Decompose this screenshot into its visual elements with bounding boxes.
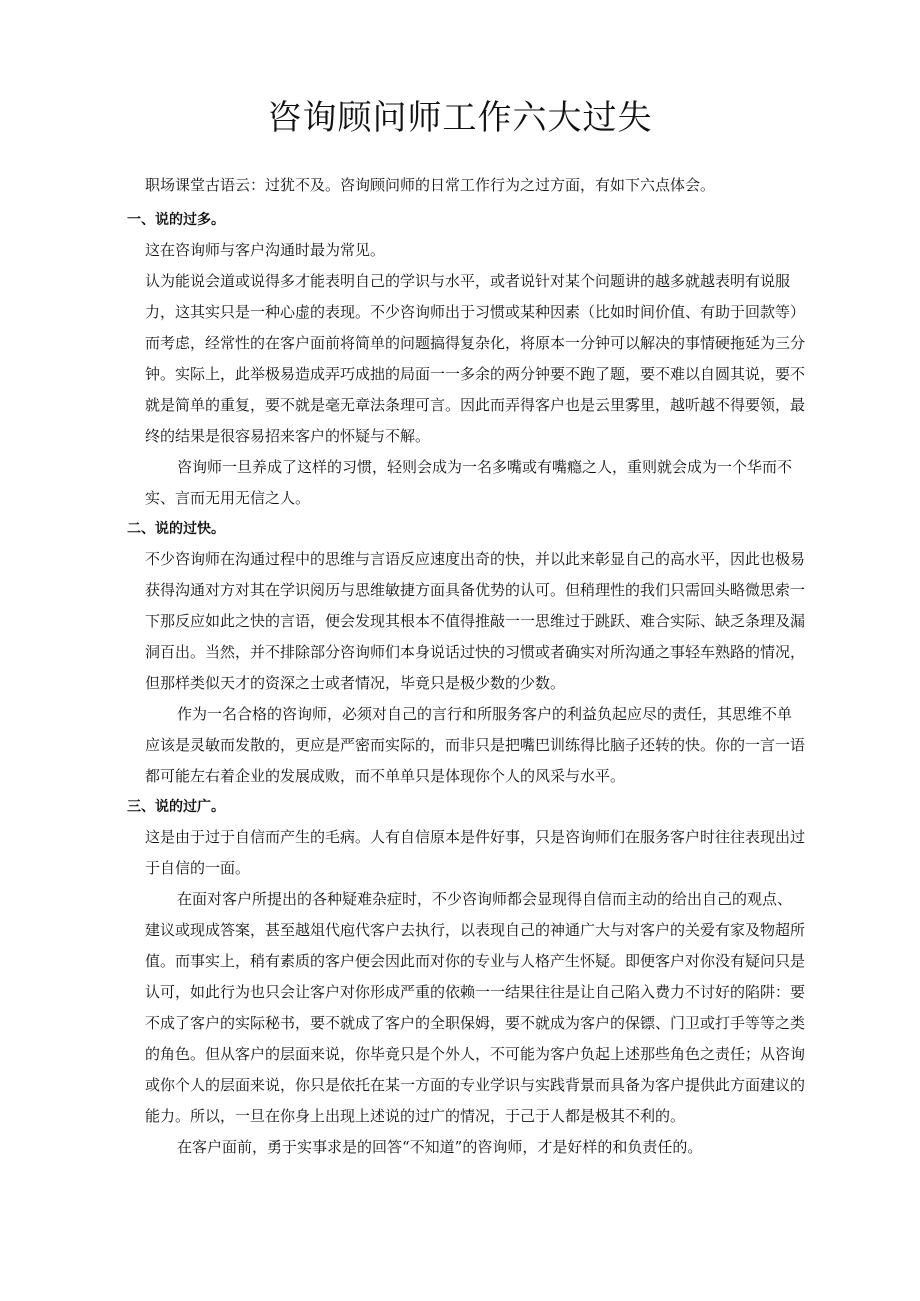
paragraph: 不少咨询师在沟通过程中的思维与言语反应速度出奇的快，并以此来彰显自己的高水平，因此也极易获得沟通对方对其在学识阅历与思维敏捷方面具备优势的认可。但稍理性的我们只需回头略微思索一下那反应如此之快的言语，便会发现其根本不值得推敲一一思维过于跳跃、难合实际、缺乏条理及漏洞百出。当然，并不排除部分咨询师们本身说话过快的习惯或者确实对所沟通之事轻车熟路的情况，但那样类似天才的资深之士或者情况，毕竟只是极少数的少数。 [145, 550, 806, 692]
paragraph: 作为一名合格的咨询师，必须对自己的言行和所服务客户的利益负起应尽的责任，其思维不单应该是灵敏而发散的，更应是严密而实际的，而非只是把嘴巴训练得比脑子还转的快。你的一言一语都可能左右着企业的发展成败，而不单单只是体现你个人的风采与水平。 [145, 705, 806, 785]
section-heading: 一、说的过多。 [127, 212, 225, 228]
page-title: 咨询顾问师工作六大过失 [267, 98, 653, 138]
paragraph: 这在咨询师与客户沟通时最为常见。 [145, 241, 386, 259]
section-1 [127, 205, 806, 514]
paragraph: 这是由于过于自信而产生的毛病。人有自信原本是件好事，只是咨询师们在服务客户时往往表现出过于自信的一面。 [145, 828, 806, 877]
section-2 [127, 514, 806, 792]
paragraph: 咨询师一旦养成了这样的习惯，轻则会成为一名多嘴或有嘴瘾之人，重则就会成为一个华而不实、言而无用无信之人。 [145, 458, 793, 507]
paragraph: 在面对客户所提出的各种疑难杂症时，不少咨询师都会显现得自信而主动的给出自己的观点、建议或现成答案，甚至越俎代庖代客户去执行，以表现自己的神通广大与对客户的关爱有家及物超所值。而事实上，稍有素质的客户便会因此而对你的专业与人格产生怀疑。即便客户对你没有疑问只是认可，如此行为也只会让客户对你形成严重的依赖一一结果往往是让自己陷入费力不讨好的陷阱：要不成了客户的实际秘书，要不就成了客户的全职保姆，要不就成为客户的保镖、门卫或打手等等之类的角色。但从客户的层面来说，你毕竟只是个外人，不可能为客户负起上述那些角色之责任；从咨询或你个人的层面来说，你只是依托在某一方面的专业学识与实践背景而具备为客户提供此方面建议的能力。所以，一旦在你身上出现上述说的过广的情况，于己于人都是极其不利的。 [145, 890, 806, 1125]
paragraph: 在客户面前，勇于实事求是的回答“不知道”的咨询师，才是好样的和负责任的。 [177, 1138, 703, 1156]
intro-paragraph: 职场课堂古语云：过犹不及。咨询顾问师的日常工作行为之过方面，有如下六点体会。 [145, 176, 716, 194]
section-heading: 二、说的过快。 [127, 521, 225, 537]
document-body [127, 170, 806, 1163]
paragraph: 认为能说会道或说得多才能表明自己的学识与水平，或者说针对某个问题讲的越多就越表明有说服力，这其实只是一种心虚的表现。不少咨询师出于习惯或某种因素（比如时间价值、有助于回款等）而考虑，经常性的在客户面前将简单的问题搞得复杂化，将原本一分钟可以解决的事情硬拖延为三分钟。实际上，此举极易造成弄巧成拙的局面一一多余的两分钟要不跑了题，要不难以自圆其说，要不就是简单的重复，要不就是毫无章法条理可言。因此而弄得客户也是云里雾里，越听越不得要领，最终的结果是很容易招来客户的怀疑与不解。 [145, 272, 806, 445]
section-3 [127, 792, 806, 1163]
section-heading: 三、说的过广。 [127, 799, 225, 815]
